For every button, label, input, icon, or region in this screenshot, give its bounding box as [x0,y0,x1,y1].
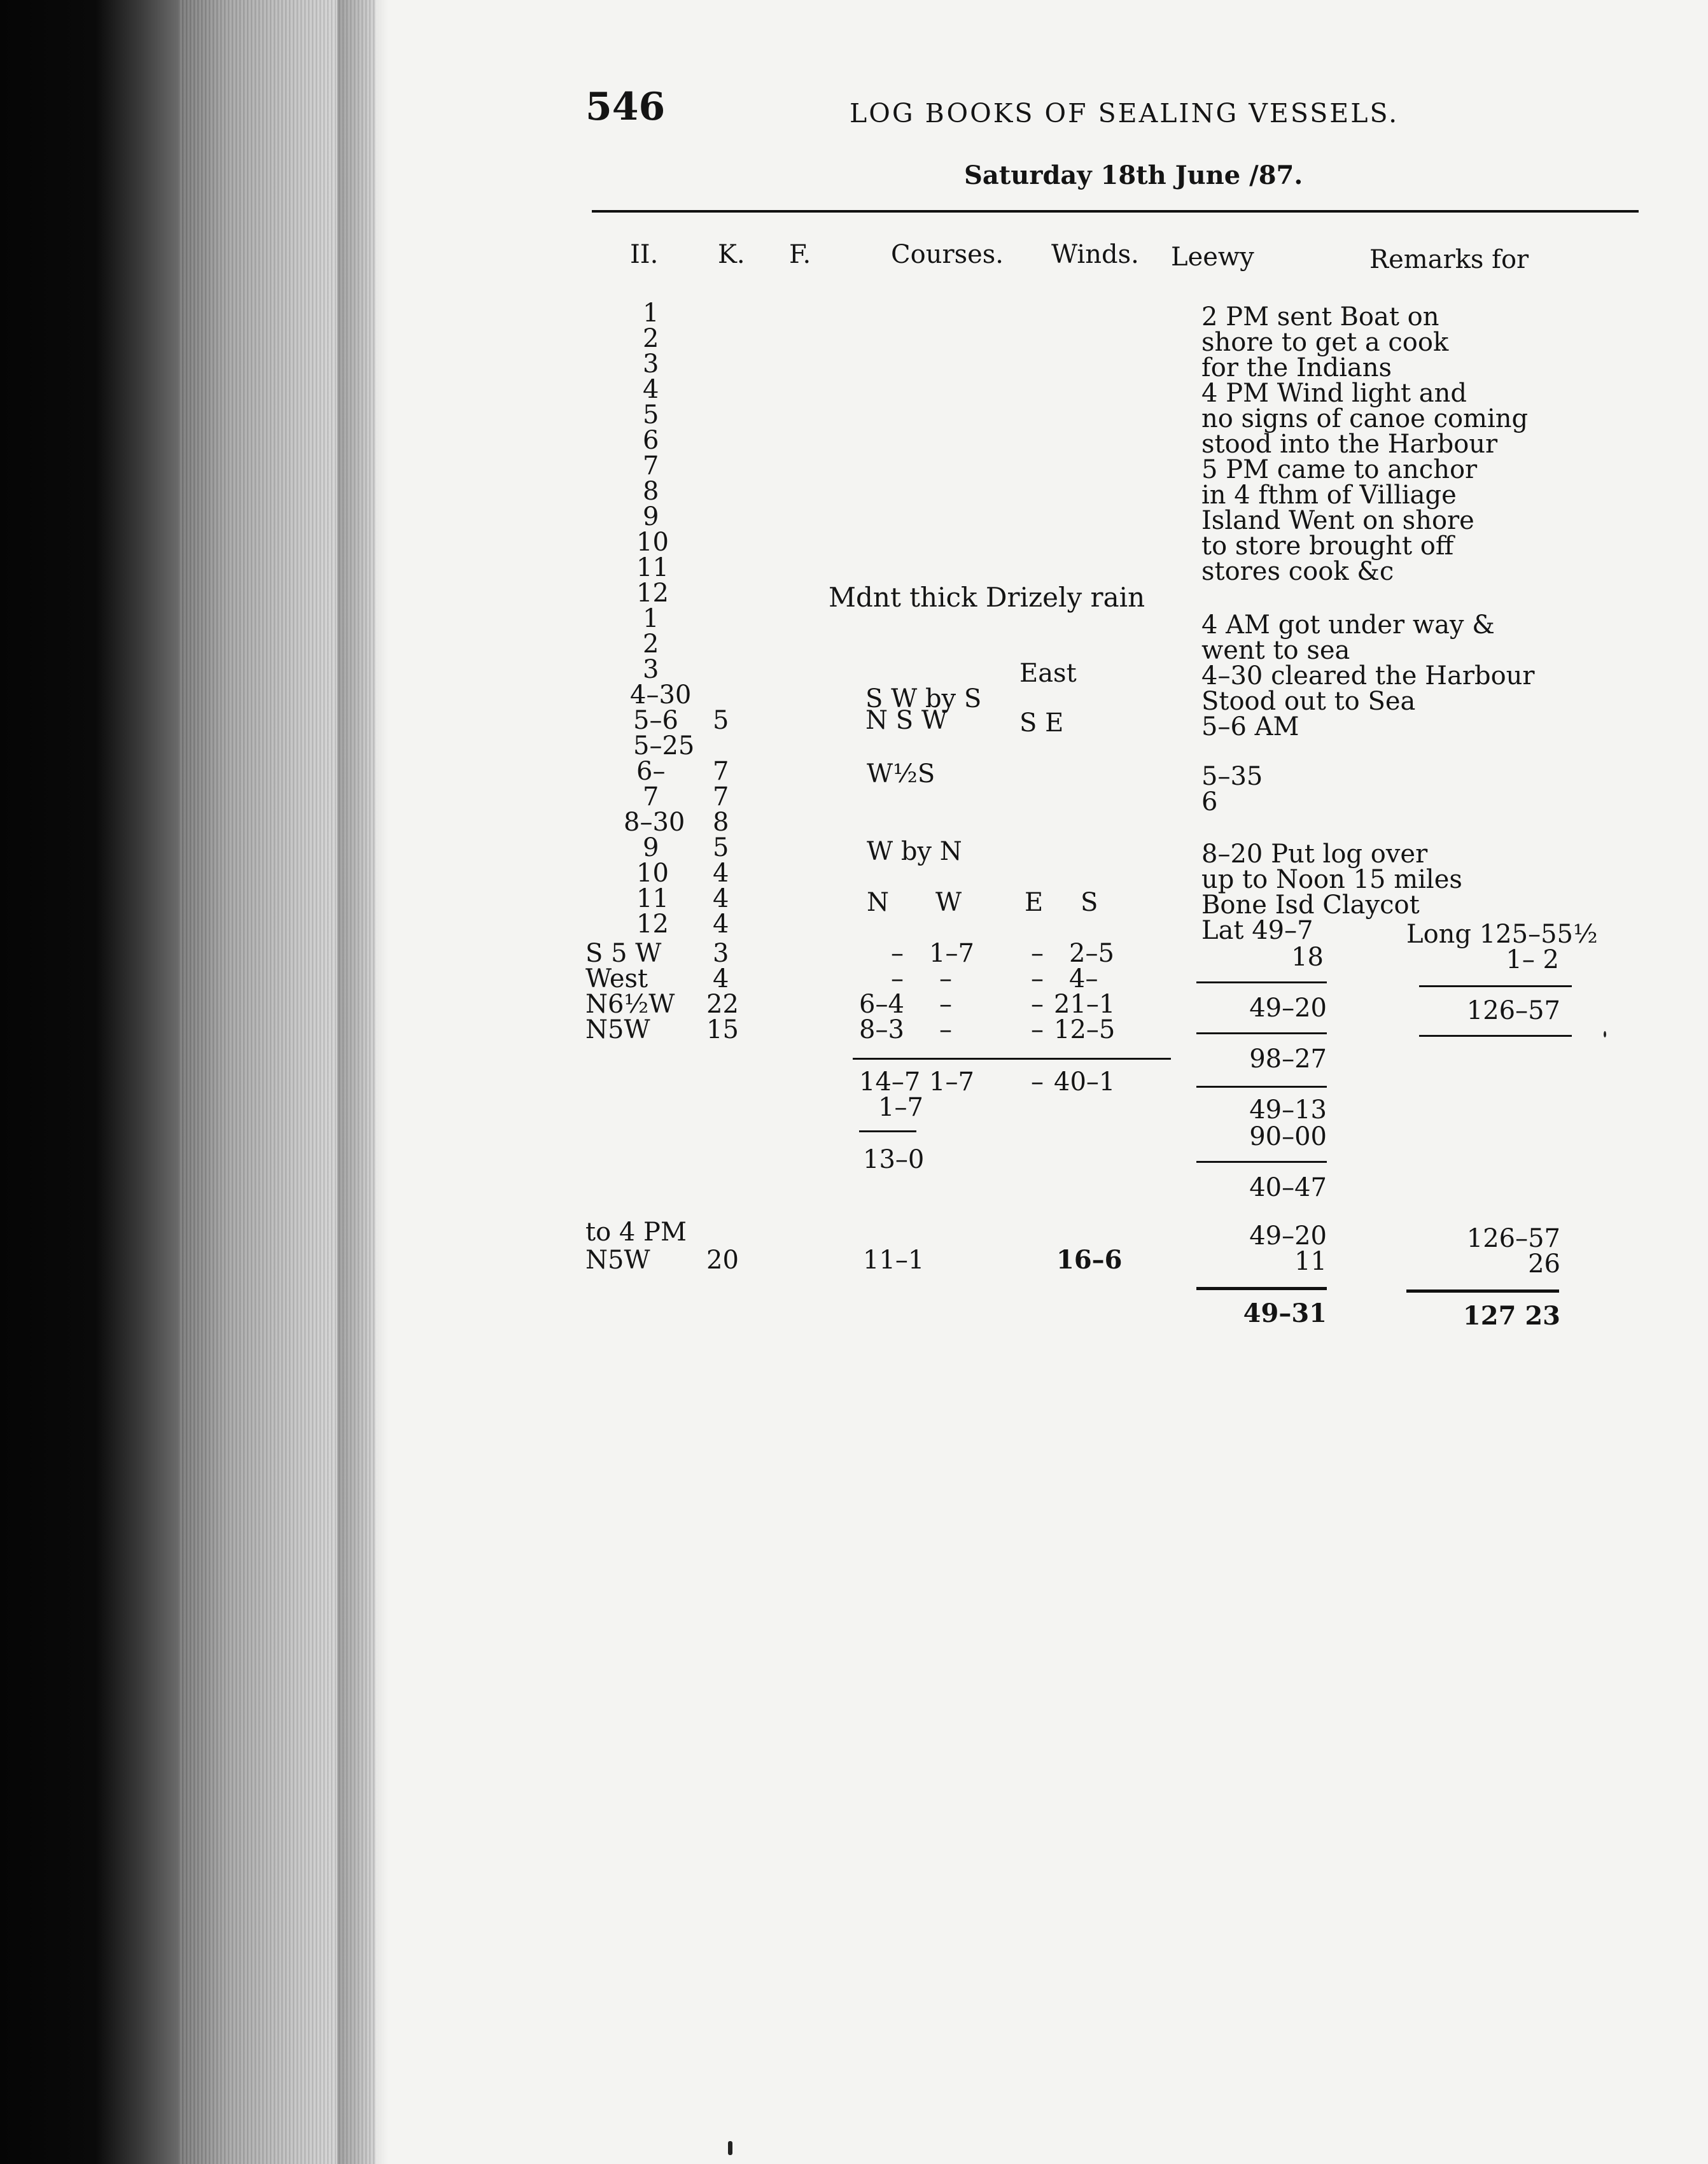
long-rule-1 [1419,985,1572,987]
traverse-e: – [1031,990,1044,1019]
bottom-label: to 4 PM [585,1218,687,1247]
bottom-lat-final: 49–31 [1243,1298,1327,1328]
bottom-long-rule [1406,1289,1559,1293]
traverse-course: West [585,964,648,994]
knots-cell: 5 [713,833,729,862]
hour-cell: 10 [636,859,669,888]
hour-cell: 4–30 [630,680,692,710]
knots-cell: 4 [713,884,729,913]
hour-cell: 3 [643,349,659,379]
col-header-remarks: Remarks for [1369,245,1529,274]
traverse-dist: 15 [706,1015,739,1044]
lat-comp: 40–47 [1249,1173,1327,1202]
knots-cell: 5 [713,706,729,735]
lat-const: 90–00 [1249,1122,1327,1151]
bottom-long-start: 126–57 [1466,1224,1560,1253]
remark-line: to store brought off [1201,531,1454,561]
ink-mark [1604,1031,1606,1037]
wind-cell: S E [1019,708,1064,738]
hour-cell: 7 [643,451,659,481]
hour-cell: 9 [643,833,659,862]
hour-cell: 8 [643,477,659,506]
col-header-leeway: Leewy [1171,242,1254,272]
traverse-course: N5W [585,1015,650,1044]
col-header-courses: Courses. [891,240,1004,269]
bottom-lat-add: 11 [1294,1247,1327,1276]
hour-cell: 5–6 [633,706,678,735]
traverse-e: – [1031,1015,1044,1044]
page-number: 546 [585,85,666,129]
lat-half: 49–13 [1249,1095,1327,1125]
remark-line: 4 AM got under way & [1201,610,1495,640]
traverse-n: 6–4 [859,990,904,1019]
hour-cell: 12 [636,579,669,608]
remark-line: stood into the Harbour [1201,430,1498,459]
ink-mark [728,2141,732,2155]
hour-cell: 8–30 [624,808,685,837]
traverse-s: 2–5 [1069,939,1114,968]
traverse-total-w: 1–7 [929,1067,974,1097]
lat-add: 18 [1291,943,1324,972]
hour-cell: 4 [643,375,659,404]
long-add: 1– 2 [1506,945,1559,974]
course-cell: W½S [867,759,935,789]
remark-line: went to sea [1201,636,1350,665]
traverse-diff: 13–0 [863,1145,925,1174]
remark-line: 6 [1201,787,1218,817]
traverse-s: 21–1 [1054,990,1116,1019]
hour-cell: 6– [636,757,666,786]
traverse-s: 4– [1069,964,1098,994]
gutter-shadow [337,0,388,2164]
bottom-long-add: 26 [1528,1249,1560,1279]
traverse-course: S 5 W [585,939,662,968]
remark-line: Island Went on shore [1201,506,1474,535]
long-result: 126–57 [1466,996,1560,1025]
remark-line: up to Noon 15 miles [1201,865,1462,894]
hour-cell: 1 [643,299,659,328]
traverse-sub-rule [859,1130,916,1132]
remark-line: no signs of canoe coming [1201,404,1529,433]
lat-rule-2 [1196,1032,1327,1034]
long-label: Long 125–55½ [1406,920,1598,949]
remark-line: Stood out to Sea [1201,687,1416,716]
traverse-total-e: – [1031,1067,1044,1097]
hour-cell: 1 [643,604,659,633]
traverse-head-n: N [867,888,889,917]
traverse-total-s: 40–1 [1054,1067,1116,1097]
traverse-s: 12–5 [1054,1015,1116,1044]
hour-cell: 7 [643,782,659,812]
remark-line: for the Indians [1201,353,1392,383]
traverse-head-w: W [935,888,962,917]
bottom-course: N5W [585,1246,650,1275]
lat-rule-3 [1196,1086,1327,1088]
remark-line: 8–20 Put log over [1201,840,1428,869]
hour-cell: 2 [643,324,659,353]
col-header-winds: Winds. [1051,240,1139,269]
col-header-f: F. [789,240,811,269]
hour-cell: 3 [643,655,659,684]
traverse-n: 8–3 [859,1015,904,1044]
lat-label: Lat 49–7 [1201,916,1313,945]
knots-cell: 7 [713,782,729,812]
remark-line: 4–30 cleared the Harbour [1201,661,1535,691]
traverse-n: – [891,939,904,968]
remark-line: stores cook &c [1201,557,1394,586]
bottom-dist: 20 [706,1246,739,1275]
traverse-head-s: S [1081,888,1098,917]
knots-cell: 8 [713,808,729,837]
long-rule-2 [1419,1035,1572,1037]
traverse-dist: 22 [706,990,739,1019]
running-title: LOG BOOKS OF SEALING VESSELS. [850,98,1399,129]
traverse-dist: 4 [713,964,729,994]
remark-line: in 4 fthm of Villiage [1201,481,1457,510]
wind-cell: East [1019,659,1077,688]
hour-cell: 6 [643,426,659,455]
traverse-total-n: 14–7 [859,1067,921,1097]
bottom-lat-start: 49–20 [1249,1221,1327,1251]
hour-cell: 2 [643,629,659,659]
traverse-w: 1–7 [929,939,974,968]
traverse-w: – [939,964,952,994]
bottom-departure: 16–6 [1056,1245,1123,1275]
hour-cell: 5 [643,400,659,430]
hour-cell: 9 [643,502,659,531]
remark-line: Bone Isd Claycot [1201,890,1420,920]
midnight-note: Mdnt thick Drizely rain [829,582,1145,613]
lat-rule-1 [1196,981,1327,983]
hour-cell: 11 [636,884,669,913]
traverse-e: – [1031,964,1044,994]
course-cell: S W by S [865,684,982,713]
traverse-course: N6½W [585,990,675,1019]
col-header-k: K. [718,240,745,269]
header-rule [592,210,1639,213]
hour-cell: 10 [636,528,669,557]
col-header-h: II. [630,240,659,269]
date-line: Saturday 18th June /87. [964,160,1303,190]
traverse-e: – [1031,939,1044,968]
remark-line: 5 PM came to anchor [1201,455,1478,484]
traverse-sub: 1–7 [878,1093,923,1122]
traverse-w: – [939,1015,952,1044]
remark-line: 2 PM sent Boat on [1201,302,1439,332]
page-paper [388,0,1708,2164]
hour-cell: 5–25 [633,731,695,761]
hour-cell: 11 [636,553,669,582]
bottom-long-final: 127 23 [1462,1301,1560,1331]
remark-line: 5–35 [1201,762,1263,791]
bottom-lat-rule [1196,1287,1327,1290]
knots-cell: 4 [713,910,729,939]
traverse-w: – [939,990,952,1019]
bottom-diff-lat: 11–1 [863,1246,925,1275]
remark-line: 4 PM Wind light and [1201,379,1467,408]
traverse-head-e: E [1025,888,1044,917]
remark-line: shore to get a cook [1201,328,1449,357]
traverse-n: – [891,964,904,994]
knots-cell: 7 [713,757,729,786]
remark-line: 5–6 AM [1201,712,1299,741]
lat-sum: 98–27 [1249,1044,1327,1074]
book-spine [0,0,178,2164]
traverse-dist: 3 [713,939,729,968]
course-cell: W by N [867,837,962,866]
traverse-total-rule [853,1058,1171,1060]
hour-cell: 12 [636,910,669,939]
knots-cell: 4 [713,859,729,888]
course-cell: N S W [865,706,948,735]
lat-result: 49–20 [1249,994,1327,1023]
lat-rule-4 [1196,1161,1327,1163]
